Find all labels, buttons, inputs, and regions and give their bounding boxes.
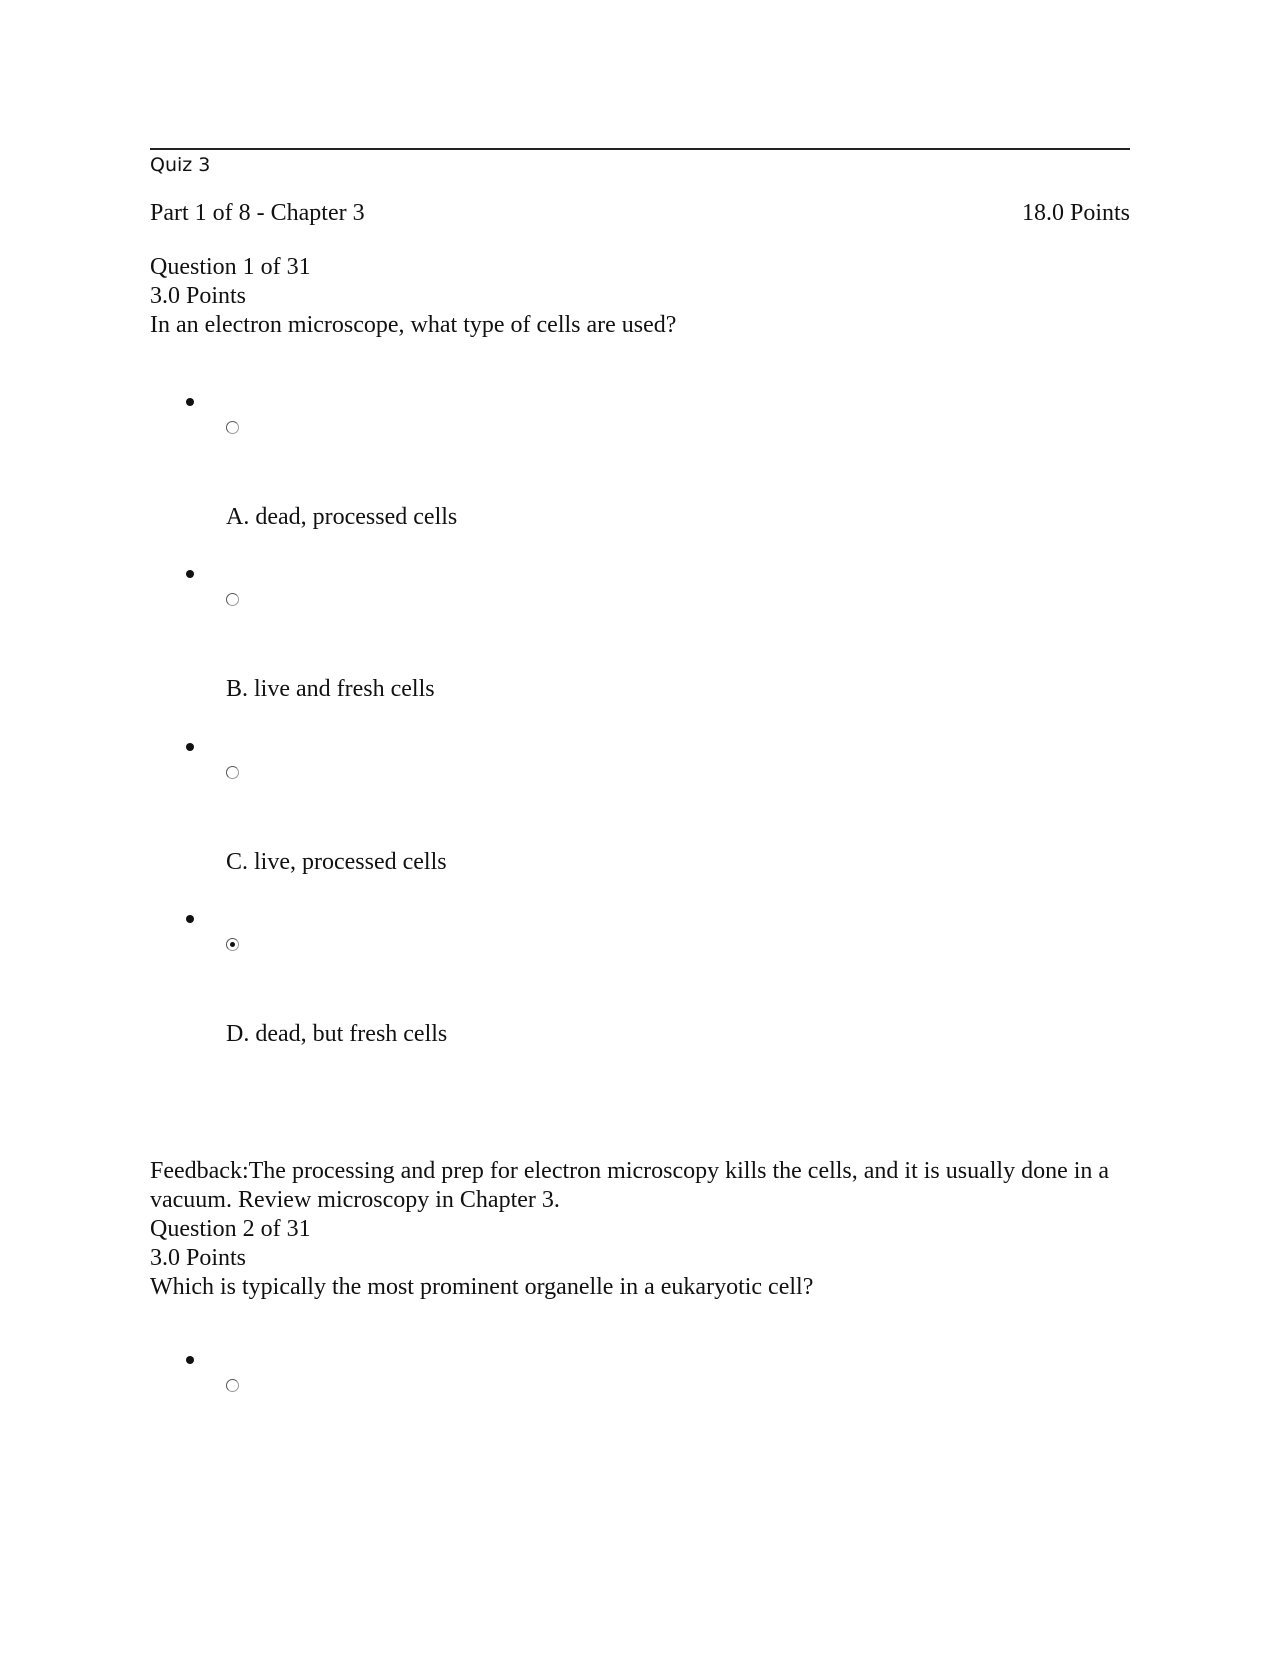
list-bullet xyxy=(186,915,194,923)
list-bullet xyxy=(186,398,194,406)
question-2-points: 3.0 Points xyxy=(150,1245,247,1271)
header-rule xyxy=(150,148,1130,150)
question-1-feedback: Feedback:The processing and prep for electron microscopy kills the cells, and it is usually done in a vacuum. Review microscopy in Chapter 3. xyxy=(150,1158,1110,1213)
option-c-label: C. live, processed cells xyxy=(226,849,447,875)
question-2-number: Question 2 of 31 xyxy=(150,1216,311,1242)
question-1-points: 3.0 Points xyxy=(150,283,247,309)
option-d-label: D. dead, but fresh cells xyxy=(226,1021,448,1047)
option-b-label: B. live and fresh cells xyxy=(226,676,435,702)
question-2-prompt: Which is typically the most prominent organelle in a eukaryotic cell? xyxy=(150,1274,814,1300)
list-bullet xyxy=(186,1356,194,1364)
option-b-radio[interactable] xyxy=(226,593,239,606)
list-bullet xyxy=(186,743,194,751)
option-c-radio[interactable] xyxy=(226,766,239,779)
option-a-radio[interactable] xyxy=(226,421,239,434)
quiz-title: Quiz 3 xyxy=(150,154,211,176)
part-label: Part 1 of 8 - Chapter 3 xyxy=(150,200,365,226)
list-bullet xyxy=(186,570,194,578)
part-header xyxy=(150,198,1130,228)
part-points: 18.0 Points xyxy=(1021,200,1130,226)
quiz-page xyxy=(150,0,1130,1656)
option-a-label: A. dead, processed cells xyxy=(226,504,458,530)
question-1-prompt: In an electron microscope, what type of cells are used? xyxy=(150,312,677,338)
option-a-radio[interactable] xyxy=(226,1379,239,1392)
question-1-number: Question 1 of 31 xyxy=(150,254,311,280)
option-d-radio[interactable] xyxy=(226,938,239,951)
